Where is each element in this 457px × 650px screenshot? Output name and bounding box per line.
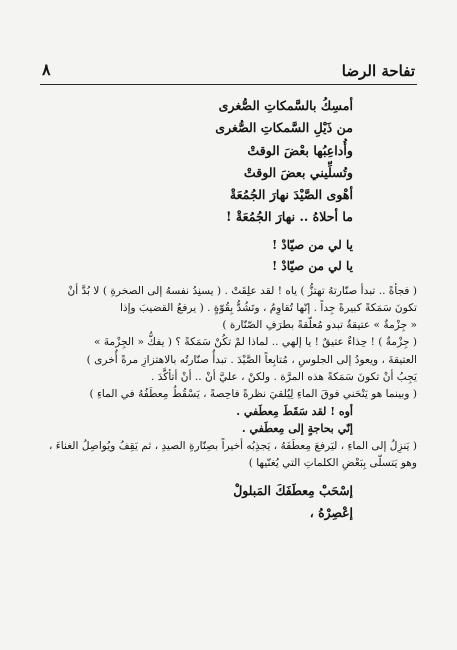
stage-directions (40, 283, 417, 472)
prose-line: ( وبينما هو يَنْحَني فوقَ الماءِ لِيُلقيَ نظرةً فاحِصةً ، يَسْقُطُ مِعطَفُهُ في الماءِ ) (89, 388, 417, 400)
verse-line: ما أحلاهُ .. نهارَ الجُمُعَةْ ! (225, 209, 353, 225)
prose-line: يَجِبُ أنْ تكونَ سَمَكةً هذه المرَّة . ولكنْ ، عليَّ أنْ .. أنْ أتأكَّدَ . (150, 370, 417, 383)
prose-line: تكونَ سَمَكةً كبيرةً جِداً . إنّها تُقاوِمُ ، وتَشُدُّ بِقُوّةٍ . ( يرفعُ القضيبَ وإذا (119, 301, 417, 314)
dialogue-line: أوه ! لقد سَقَطَ مِعطَفي . (236, 405, 353, 419)
prose-line: وهو يَتسلّى بِبَعْضِ الكلماتِ التي يُغنّيها ) (248, 456, 417, 469)
page-number: ٨ (42, 60, 51, 79)
prose-line: ( جِزْمةٌ ) ! حِذاءٌ عتيقٌ ! يا إلهي .. لماذا لمْ تكُنْ سَمَكةً ؟ ( يفكُّ « الجِزْمةَ » (94, 336, 417, 349)
prose-line: « جِزْمةٌ » عتيقةٌ تبدو مُعلّقةً بطرَفِ الصّنّارة ) (222, 319, 417, 332)
dialogue-line: إنّي بحاجةٍ إلى مِعطَفي . (241, 422, 353, 436)
verse-line: وتُسلِّيني بعضَ الوقتْ (243, 164, 353, 180)
prose-line: ( يَنزِلُ إلى الماءِ ، ليَرفعَ مِعطَفَهُ ، يَجذِبُه أخيراً بصِنّارةِ الصيدِ ، ثم يَقِفُ ويُواصِلُ الغناءَ ، (49, 439, 417, 452)
verse-line: من ذَيْلِ السَّمكاتِ الصُّغرى (215, 120, 353, 136)
page-body (40, 95, 417, 524)
verse-line: أهْوى الصَّيْدَ نهارَ الجُمُعَةْ (229, 187, 353, 203)
page-title: تفاحة الرضا (341, 62, 415, 80)
exclamation-block (40, 235, 417, 277)
exclamation-line: يا لي من صيّادْ ! (271, 258, 353, 273)
verse-block (40, 95, 417, 229)
verse-line: إسْحَبْ مِعطَفَكَ المَبلولْ (233, 483, 353, 499)
verse-line: وأُداعِبُها بعْضَ الوقتْ (247, 142, 353, 158)
closing-verse (40, 480, 417, 524)
exclamation-line: يا لي من صيّادْ ! (271, 237, 353, 252)
verse-line: إعْصِرْهُ ، (309, 505, 353, 521)
prose-line: العتيقةَ ، ويعودُ إلى الجلوسِ ، مُتابِعاً الصَّيْدَ . تبدأُ صنّارتُه بالاهتزازِ مرةً أُخرى ) (86, 353, 417, 366)
prose-line: ( فجأةً .. تبدأ صنّارتهُ تهتزُّ ) ياه ! لقد علِقَتْ . ( يسنِدُ نفسهُ إلى الصخرةِ ) لا بُدَّ أنْ (67, 284, 417, 297)
running-header (40, 58, 417, 85)
verse-line: أمسِكُ بالسَّمكاتِ الصُّغرى (218, 98, 353, 113)
